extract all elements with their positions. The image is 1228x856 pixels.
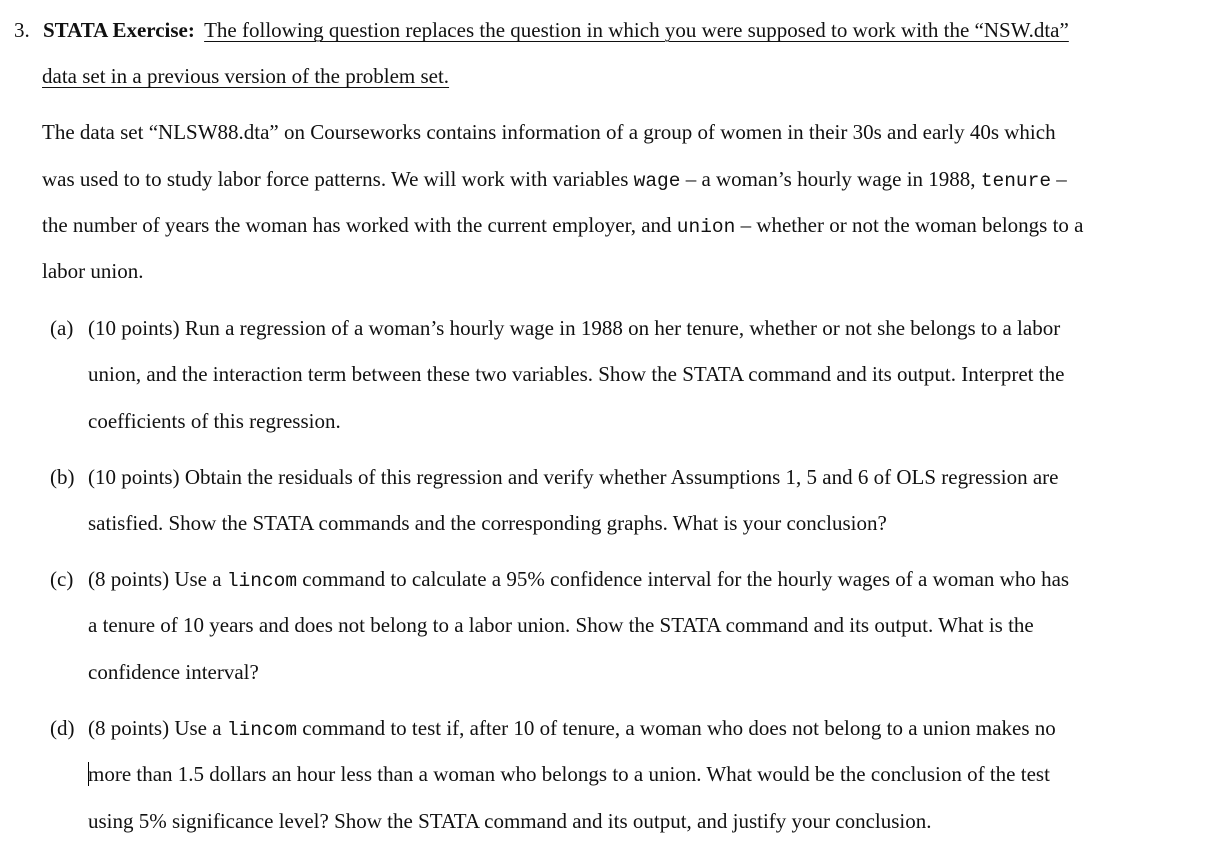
variable-union: union: [676, 216, 736, 238]
part-a-line-2: union, and the interaction term between these two variables. Show the STATA command and its output. Interpret the: [88, 362, 1065, 386]
variable-wage: wage: [633, 170, 681, 192]
intro-text: –: [1051, 167, 1067, 191]
intro-line-3: [42, 213, 1083, 239]
part-d-text: command to test if, after 10 of tenure, a woman who does not belong to a union makes no: [297, 716, 1056, 740]
intro-text: the number of years the woman has worked with the current employer, and: [42, 213, 677, 237]
part-b-label: (b): [50, 465, 75, 489]
intro-line-4: labor union.: [42, 259, 144, 283]
command-lincom: lincom: [226, 719, 298, 741]
part-c-line-2: a tenure of 10 years and does not belong to a labor union. Show the STATA command and its output. What is the: [88, 613, 1034, 637]
part-a-line-3: coefficients of this regression.: [88, 409, 341, 433]
part-d-line-2: more than 1.5 dollars an hour less than a woman who belongs to a union. What would be the conclusion of the test: [88, 762, 1050, 786]
part-c-text: (8 points) Use a: [88, 567, 227, 591]
variable-tenure: tenure: [980, 170, 1052, 192]
intro-line-2: [42, 167, 1182, 193]
part-d-text: (8 points) Use a: [88, 716, 227, 740]
replacement-note-line-2: data set in a previous version of the problem set.: [42, 64, 450, 88]
part-c-line-3: confidence interval?: [88, 660, 259, 684]
problem-number: 3.: [14, 18, 30, 42]
command-lincom: lincom: [226, 570, 298, 592]
part-d-line-3: using 5% significance level? Show the STATA command and its output, and justify your conclusion.: [88, 809, 932, 833]
part-b-line-2: satisfied. Show the STATA commands and the corresponding graphs. What is your conclusion?: [88, 511, 887, 535]
part-c-label: (c): [50, 567, 74, 591]
intro-text: – whether or not the woman belongs to a: [735, 213, 1084, 237]
part-c-line-1: [88, 567, 1069, 593]
part-a-line-1: (10 points) Run a regression of a woman’s hourly wage in 1988 on her tenure, whether or not she belongs to a labor: [88, 316, 1061, 340]
intro-text: – a woman’s hourly wage in 1988,: [680, 167, 981, 191]
problem-label: STATA Exercise:: [43, 18, 195, 42]
problem-heading: [14, 18, 1214, 42]
part-c-text: command to calculate a 95% confidence interval for the hourly wages of a woman who has: [297, 567, 1070, 591]
intro-text: was used to to study labor force patterns. We will work with variables: [42, 167, 634, 191]
part-d-label: (d): [50, 716, 75, 740]
part-d-line-1: [88, 716, 1056, 742]
intro-line-1: The data set “NLSW88.dta” on Courseworks contains information of a group of women in their 30s and early 40s which: [42, 120, 1056, 144]
part-b-line-1: (10 points) Obtain the residuals of this regression and verify whether Assumptions 1, 5 and 6 of OLS regression are: [88, 465, 1059, 489]
part-a-label: (a): [50, 316, 74, 340]
replacement-note-line-1: The following question replaces the question in which you were supposed to work with the “NSW.dta”: [204, 18, 1069, 42]
